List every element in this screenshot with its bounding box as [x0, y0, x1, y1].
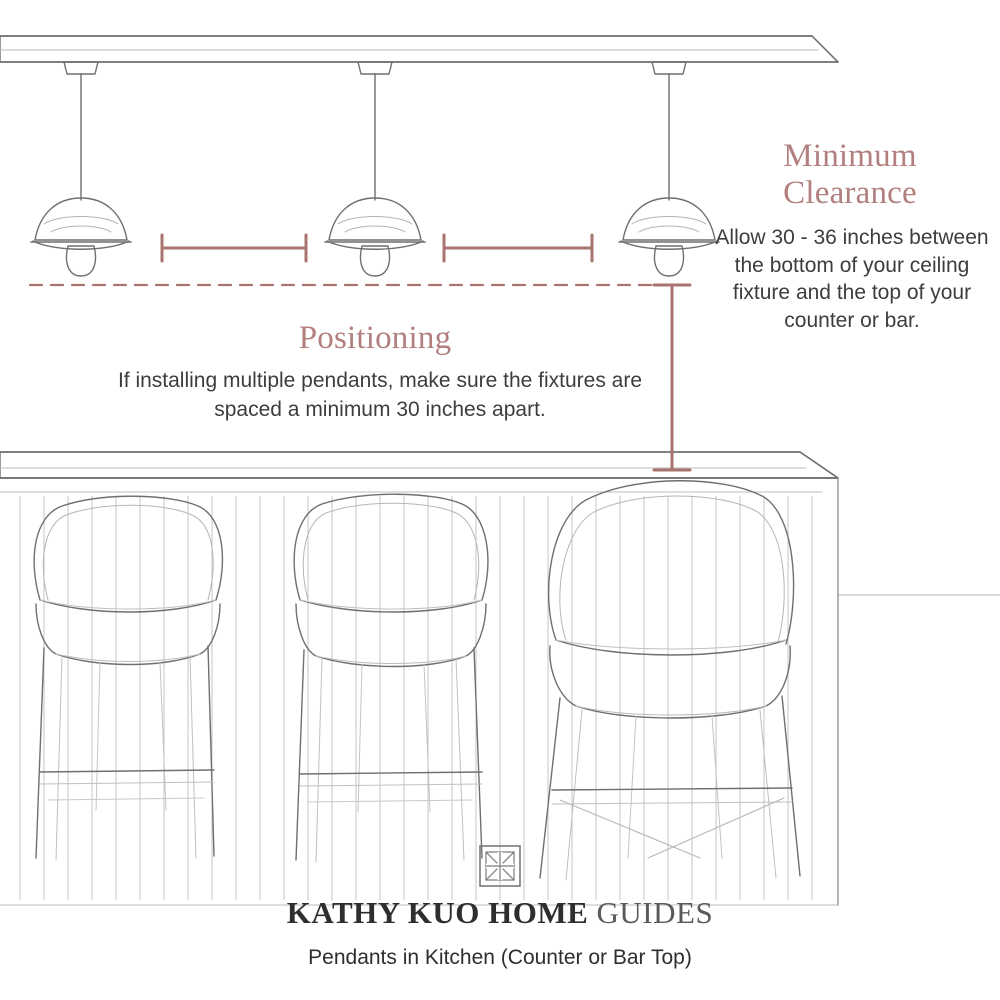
minimum-clearance-title	[700, 138, 1000, 212]
footer-brand-bold: KATHY KUO HOME	[286, 895, 589, 930]
footer-brand	[0, 895, 1000, 931]
counter-stool-1	[34, 496, 222, 860]
counter-stool-2	[294, 494, 488, 862]
minimum-clearance-title-line1: Minimum	[783, 138, 917, 174]
spacing-marker-1	[162, 235, 306, 261]
minimum-clearance-body: Allow 30 - 36 inches between the bottom of your ceiling fixture and the top of your counter or bar.	[715, 226, 989, 333]
ceiling-soffit	[0, 36, 838, 62]
counter-stool-3	[540, 481, 800, 880]
footer-subtitle: Pendants in Kitchen (Counter or Bar Top)	[308, 946, 692, 969]
pendant-light-1	[31, 62, 131, 276]
positioning-title: Positioning	[298, 320, 452, 356]
positioning-body: If installing multiple pendants, make sure the fixtures are spaced a minimum 30 inches apart.	[117, 369, 643, 422]
counter-beadboard	[20, 496, 812, 900]
spacing-marker-2	[444, 235, 592, 261]
minimum-clearance-title-line2: Clearance	[783, 174, 917, 211]
kkh-monogram-icon	[479, 845, 521, 887]
pendant-light-2	[325, 62, 425, 276]
footer-brand-light: GUIDES	[596, 895, 714, 930]
